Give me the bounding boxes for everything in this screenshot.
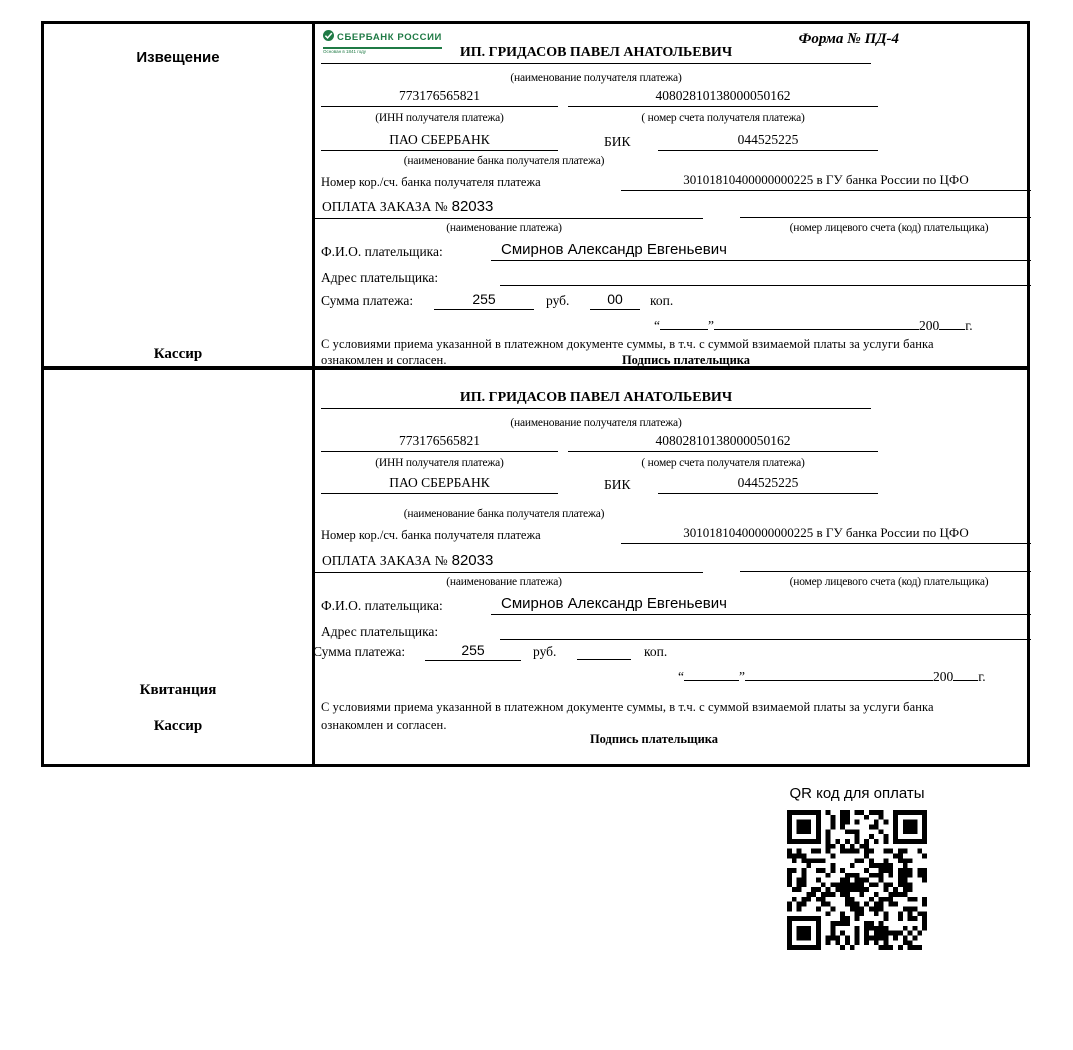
bank-name-caption: (наименование банка получателя платежа) bbox=[403, 155, 605, 167]
date-year-blank bbox=[953, 666, 978, 681]
sberbank-logo-tagline: Основан в 1841 году bbox=[323, 50, 367, 55]
bik-field: 044525225 bbox=[658, 132, 878, 151]
inn-caption: (ИНН получателя платежа) bbox=[375, 112, 504, 124]
payer-name-field: Смирнов Александр Евгеньевич bbox=[491, 595, 1031, 615]
payer-signature-label: Подпись плательщика bbox=[589, 732, 719, 746]
payer-name-label: Ф.И.О. плательщика: bbox=[321, 244, 443, 259]
kop-label: коп. bbox=[650, 293, 674, 308]
quote-close: ” bbox=[708, 318, 714, 333]
account-field: 40802810138000050162 bbox=[568, 88, 878, 107]
payment-name-caption: (наименование платежа) bbox=[446, 576, 562, 588]
inn-caption: (ИНН получателя платежа) bbox=[375, 457, 504, 469]
year-suffix: г. bbox=[965, 318, 973, 333]
amount-rub-field: 255 bbox=[434, 291, 534, 310]
account-caption: ( номер счета получателя платежа) bbox=[641, 112, 805, 124]
form-number-title: Форма № ПД-4 bbox=[798, 31, 899, 47]
date-line bbox=[678, 666, 986, 685]
payment-qr-code bbox=[787, 810, 927, 950]
bik-field: 044525225 bbox=[658, 475, 878, 494]
payer-address-label: Адрес плательщика: bbox=[321, 624, 439, 639]
receipt-cashier-label: Кассир bbox=[153, 718, 203, 734]
year-prefix: 200 bbox=[919, 318, 940, 333]
quote-close: ” bbox=[739, 669, 745, 684]
order-number: 82033 bbox=[451, 198, 494, 215]
payment-name-field bbox=[314, 552, 703, 573]
recipient-name-field: ИП. ГРИДАСОВ ПАВЕЛ АНАТОЛЬЕВИЧ bbox=[321, 390, 871, 409]
order-number: 82033 bbox=[451, 552, 494, 569]
amount-label: Сумма платежа: bbox=[313, 644, 406, 659]
recipient-name-caption: (наименование получателя платежа) bbox=[510, 417, 682, 429]
corr-account-label: Номер кор./сч. банка получателя платежа bbox=[321, 175, 541, 189]
payer-address-label: Адрес плательщика: bbox=[321, 270, 439, 285]
rub-label: руб. bbox=[546, 293, 570, 308]
agreement-text-line1: С условиями приема указанной в платежном документе суммы, в т.ч. с суммой взимаемой платы за услуги банка bbox=[321, 700, 934, 714]
date-month-blank bbox=[745, 666, 933, 681]
corr-account-field: 30101810400000000225 в ГУ банка России по ЦФО bbox=[621, 525, 1031, 544]
inn-field: 773176565821 bbox=[321, 433, 558, 452]
sberbank-logo-text: СБЕРБАНК РОССИИ bbox=[337, 31, 442, 43]
agreement-text-line2: ознакомлен и согласен. bbox=[321, 353, 447, 367]
corr-account-field: 30101810400000000225 в ГУ банка России по ЦФО bbox=[621, 172, 1031, 191]
bank-name-field: ПАО СБЕРБАНК bbox=[321, 475, 558, 494]
rub-label: руб. bbox=[533, 644, 557, 659]
quote-open: “ bbox=[654, 318, 660, 333]
bik-label: БИК bbox=[604, 134, 631, 149]
personal-account-field bbox=[740, 198, 1031, 218]
date-day-blank bbox=[684, 666, 739, 681]
personal-account-caption: (номер лицевого счета (код) плательщика) bbox=[789, 576, 989, 588]
payer-signature-label: Подпись плательщика bbox=[621, 353, 751, 367]
date-month-blank bbox=[714, 315, 919, 330]
corr-account-label: Номер кор./сч. банка получателя платежа bbox=[321, 528, 541, 542]
sberbank-emblem-icon bbox=[323, 28, 334, 46]
amount-label: Сумма платежа: bbox=[321, 293, 414, 308]
kop-label: коп. bbox=[644, 644, 668, 659]
account-caption: ( номер счета получателя платежа) bbox=[641, 457, 805, 469]
year-suffix: г. bbox=[978, 669, 986, 684]
inn-field: 773176565821 bbox=[321, 88, 558, 107]
notice-divider bbox=[312, 24, 315, 366]
date-year-blank bbox=[939, 315, 965, 330]
qr-caption: QR код для оплаты bbox=[789, 785, 925, 802]
recipient-name-field: ИП. ГРИДАСОВ ПАВЕЛ АНАТОЛЬЕВИЧ bbox=[321, 45, 871, 64]
recipient-name-caption: (наименование получателя платежа) bbox=[510, 72, 682, 84]
payer-name-field: Смирнов Александр Евгеньевич bbox=[491, 241, 1031, 261]
receipt-title: Квитанция bbox=[139, 682, 217, 698]
payer-address-field bbox=[500, 267, 1031, 286]
agreement-text-line2: ознакомлен и согласен. bbox=[321, 718, 447, 732]
amount-kop-field bbox=[577, 642, 631, 660]
amount-kop-field: 00 bbox=[590, 291, 640, 310]
date-day-blank bbox=[660, 315, 708, 330]
receipt-section bbox=[41, 368, 1030, 767]
amount-rub-field: 255 bbox=[425, 642, 521, 661]
payment-name-field bbox=[314, 198, 703, 219]
bank-name-caption: (наименование банка получателя платежа) bbox=[403, 508, 605, 520]
year-prefix: 200 bbox=[933, 669, 954, 684]
payment-name-prefix: ОПЛАТА ЗАКАЗА № bbox=[322, 553, 448, 568]
payment-name-prefix: ОПЛАТА ЗАКАЗА № bbox=[322, 199, 448, 214]
payer-name-label: Ф.И.О. плательщика: bbox=[321, 598, 443, 613]
notice-cashier-label: Кассир bbox=[153, 346, 203, 362]
date-line bbox=[654, 315, 973, 334]
bank-name-field: ПАО СБЕРБАНК bbox=[321, 132, 558, 151]
account-field: 40802810138000050162 bbox=[568, 433, 878, 452]
quote-open: “ bbox=[678, 669, 684, 684]
payment-name-caption: (наименование платежа) bbox=[446, 222, 562, 234]
personal-account-field bbox=[740, 552, 1031, 572]
personal-account-caption: (номер лицевого счета (код) плательщика) bbox=[789, 222, 989, 234]
notice-title: Извещение bbox=[136, 49, 220, 66]
agreement-text-line1: С условиями приема указанной в платежном документе суммы, в т.ч. с суммой взимаемой платы за услуги банка bbox=[321, 337, 934, 351]
bik-label: БИК bbox=[604, 477, 631, 492]
payer-address-field bbox=[500, 621, 1031, 640]
notice-section bbox=[41, 21, 1030, 368]
